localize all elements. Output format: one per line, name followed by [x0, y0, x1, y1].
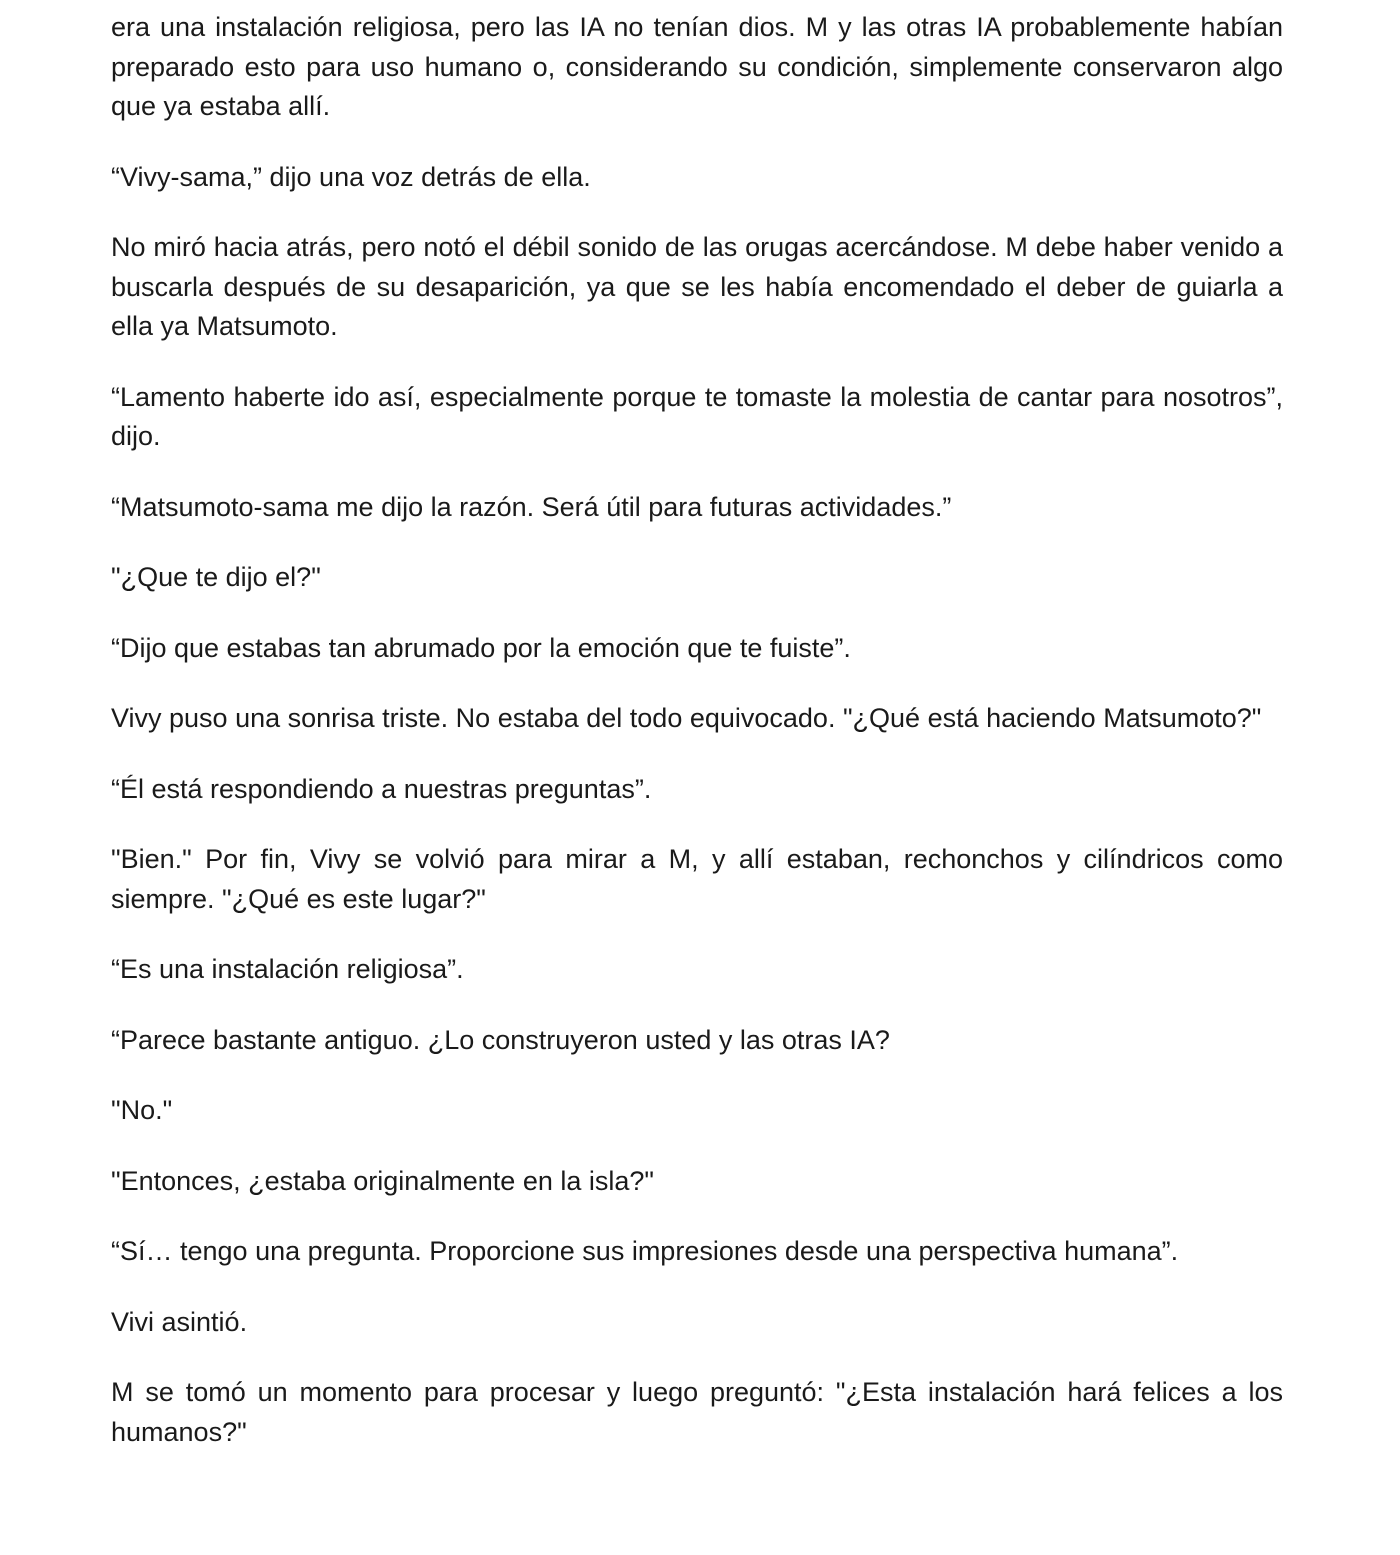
paragraph-3: No miró hacia atrás, pero notó el débil sonido de las orugas acercándose. M debe haber venido a buscarla después de su desaparición, ya que se les había encomendado el deber de guiarla a ella ya Matsumoto. — [111, 232, 1283, 341]
document-page — [111, 8, 1283, 1452]
paragraph-7: “Dijo que estabas tan abrumado por la emoción que te fuiste”. — [111, 632, 851, 663]
paragraph-12: “Parece bastante antiguo. ¿Lo construyeron usted y las otras IA? — [111, 1024, 890, 1055]
paragraph-15: “Sí… tengo una pregunta. Proporcione sus impresiones desde una perspectiva humana”. — [111, 1236, 1179, 1266]
paragraph-1: era una instalación religiosa, pero las IA no tenían dios. M y las otras IA probablemente habían preparado esto para uso humano o, considerando su condición, simplemente conservaron algo que ya estaba allí. — [111, 12, 1283, 121]
paragraph-13: "No." — [111, 1095, 173, 1125]
paragraph-4: “Lamento haberte ido así, especialmente porque te tomaste la molestia de cantar para nosotros”, dijo. — [111, 381, 1283, 451]
paragraph-11: “Es una instalación religiosa”. — [111, 954, 464, 984]
paragraph-5: “Matsumoto-sama me dijo la razón. Será útil para futuras actividades.” — [111, 491, 952, 522]
paragraph-8: Vivy puso una sonrisa triste. No estaba del todo equivocado. "¿Qué está haciendo Matsumoto?" — [111, 703, 1262, 733]
paragraph-6: "¿Que te dijo el?" — [111, 562, 321, 592]
paragraph-14: "Entonces, ¿estaba originalmente en la isla?" — [111, 1165, 654, 1196]
paragraph-9: “Él está respondiendo a nuestras preguntas”. — [111, 773, 652, 804]
paragraph-16: Vivi asintió. — [111, 1306, 248, 1337]
paragraph-2: “Vivy-sama,” dijo una voz detrás de ella. — [111, 161, 591, 192]
paragraph-10: "Bien." Por fin, Vivy se volvió para mirar a M, y allí estaban, rechonchos y cilíndricos como siempre. "¿Qué es este lugar?" — [111, 844, 1283, 914]
paragraph-17: M se tomó un momento para procesar y luego preguntó: "¿Esta instalación hará felices a los humanos?" — [111, 1377, 1283, 1447]
